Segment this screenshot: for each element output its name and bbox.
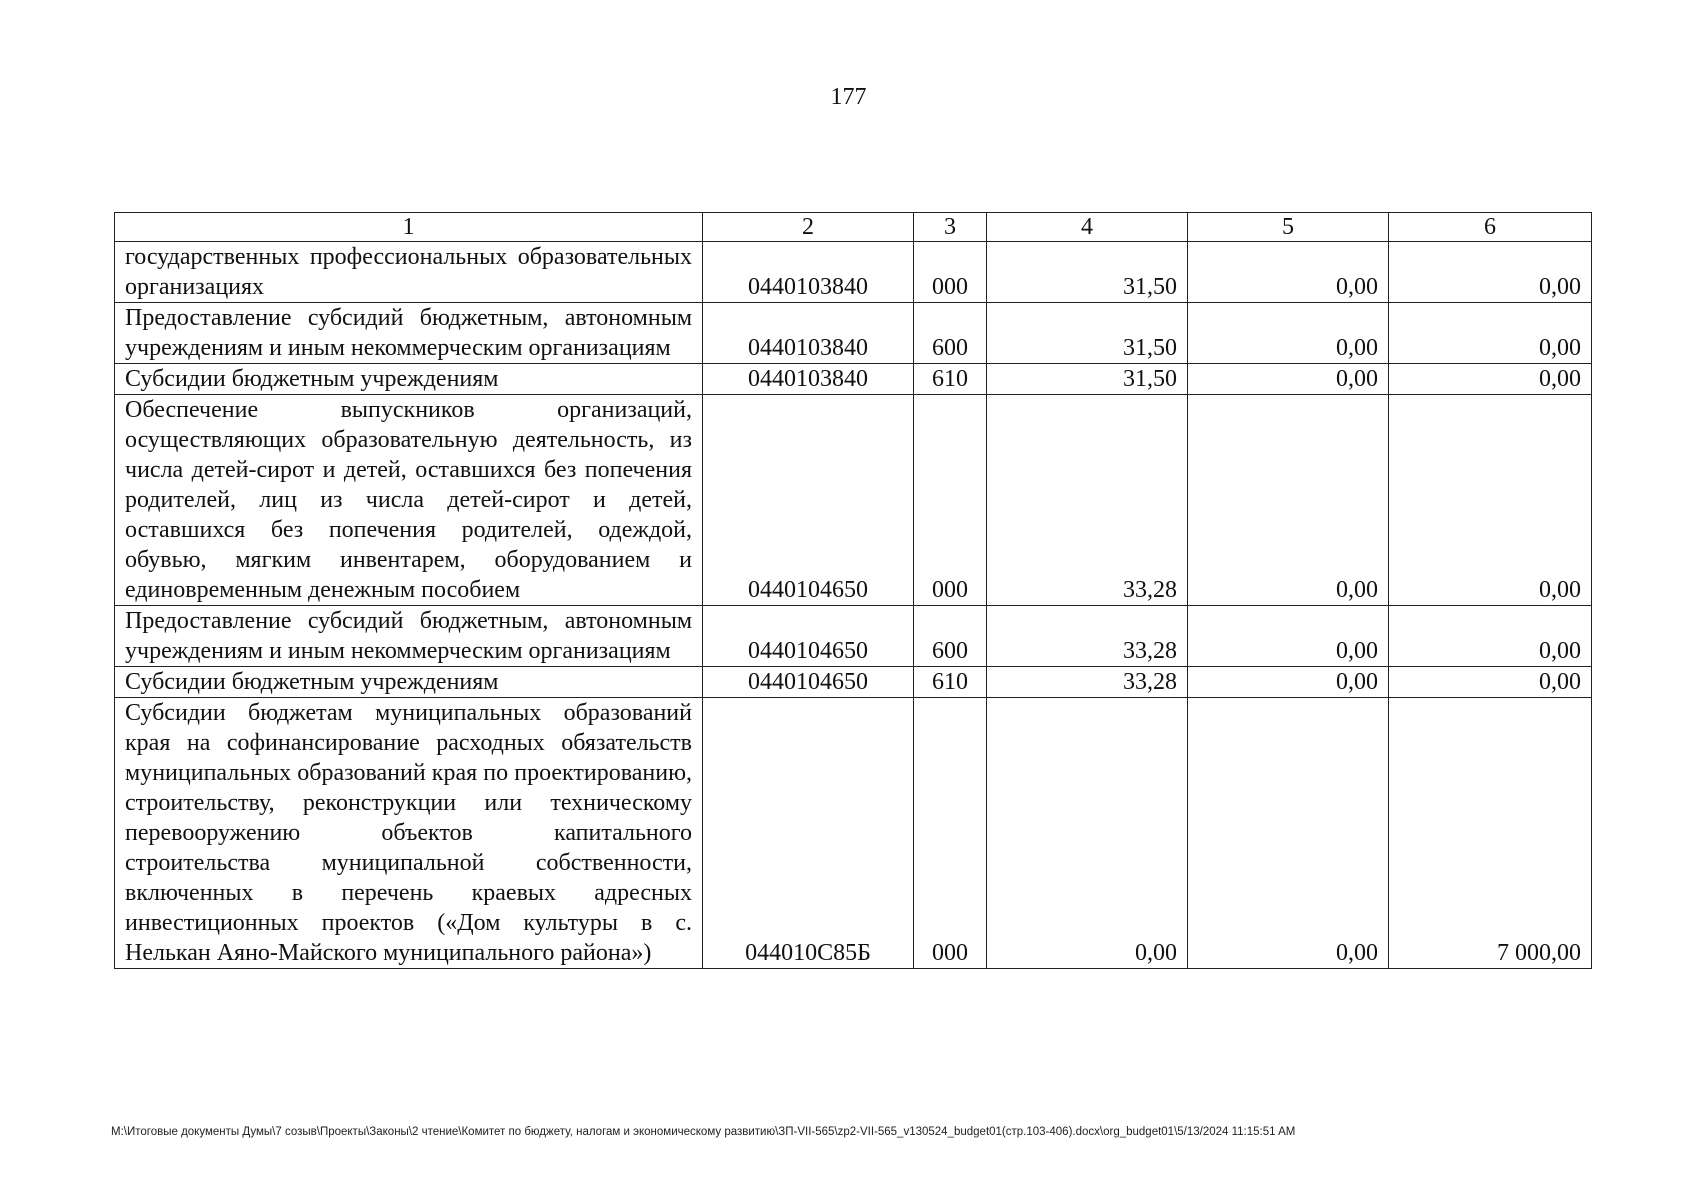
table-row bbox=[115, 364, 1592, 395]
row-value-5: 0,00 bbox=[1188, 395, 1389, 606]
table-row bbox=[115, 606, 1592, 667]
row-value-6: 0,00 bbox=[1389, 303, 1592, 364]
row-target-code: 044010С85Б bbox=[703, 698, 914, 969]
column-header: 5 bbox=[1188, 213, 1389, 242]
row-expense-kind: 000 bbox=[914, 242, 987, 303]
row-value-4: 33,28 bbox=[987, 667, 1188, 698]
row-value-5: 0,00 bbox=[1188, 303, 1389, 364]
row-target-code: 0440103840 bbox=[703, 364, 914, 395]
document-path-footer: M:\Итоговые документы Думы\7 созыв\Проекты\Законы\2 чтение\Комитет по бюджету, налогам и экономическому развитию\ЗП-VII-565\zp2-VII-565_v130524_budget01(стр.103-406).docx\org_budget01\5/13/2024 11:15:51 AM bbox=[111, 1126, 1296, 1138]
row-value-5: 0,00 bbox=[1188, 698, 1389, 969]
row-expense-kind: 600 bbox=[914, 606, 987, 667]
row-value-6: 0,00 bbox=[1389, 395, 1592, 606]
table-header-row bbox=[115, 213, 1592, 242]
row-name: Обеспечение выпускников организаций, осуществляющих образовательную деятельность, из числа детей-сирот и детей, оставшихся без попечения родителей, лиц из числа детей-сирот и детей, оставшихся без попечения родителей, одеждой, обувью, мягким инвентарем, оборудованием и единовременным денежным пособием bbox=[115, 395, 703, 606]
row-value-4: 31,50 bbox=[987, 242, 1188, 303]
row-value-4: 31,50 bbox=[987, 364, 1188, 395]
table-row bbox=[115, 303, 1592, 364]
row-name: Субсидии бюджетным учреждениям bbox=[115, 667, 703, 698]
column-header: 4 bbox=[987, 213, 1188, 242]
row-name: Предоставление субсидий бюджетным, автономным учреждениям и иным некоммерческим организациям bbox=[115, 303, 703, 364]
row-value-5: 0,00 bbox=[1188, 606, 1389, 667]
column-header: 6 bbox=[1389, 213, 1592, 242]
row-value-5: 0,00 bbox=[1188, 364, 1389, 395]
row-name: Предоставление субсидий бюджетным, автономным учреждениям и иным некоммерческим организациям bbox=[115, 606, 703, 667]
row-target-code: 0440104650 bbox=[703, 606, 914, 667]
row-expense-kind: 600 bbox=[914, 303, 987, 364]
budget-table bbox=[114, 212, 1592, 969]
row-expense-kind: 610 bbox=[914, 667, 987, 698]
row-value-6: 0,00 bbox=[1389, 242, 1592, 303]
row-target-code: 0440104650 bbox=[703, 667, 914, 698]
row-name: Субсидии бюджетным учреждениям bbox=[115, 364, 703, 395]
table-row bbox=[115, 667, 1592, 698]
row-name: Субсидии бюджетам муниципальных образований края на софинансирование расходных обязательств муниципальных образований края по проектированию, строительству, реконструкции или техническому перевооружению объектов капитального строительства муниципальной собственности, включенных в перечень краевых адресных инвестиционных проектов («Дом культуры в с. Нелькан Аяно-Майского муниципального района») bbox=[115, 698, 703, 969]
table-row bbox=[115, 698, 1592, 969]
row-value-6: 0,00 bbox=[1389, 364, 1592, 395]
row-target-code: 0440104650 bbox=[703, 395, 914, 606]
row-value-6: 0,00 bbox=[1389, 606, 1592, 667]
row-value-5: 0,00 bbox=[1188, 667, 1389, 698]
row-value-5: 0,00 bbox=[1188, 242, 1389, 303]
table-row bbox=[115, 242, 1592, 303]
column-header: 2 bbox=[703, 213, 914, 242]
row-value-4: 33,28 bbox=[987, 606, 1188, 667]
column-header: 3 bbox=[914, 213, 987, 242]
row-value-4: 0,00 bbox=[987, 698, 1188, 969]
row-value-6: 7 000,00 bbox=[1389, 698, 1592, 969]
row-value-4: 33,28 bbox=[987, 395, 1188, 606]
page-number: 177 bbox=[830, 84, 867, 110]
row-target-code: 0440103840 bbox=[703, 242, 914, 303]
table-row bbox=[115, 395, 1592, 606]
row-expense-kind: 000 bbox=[914, 698, 987, 969]
row-expense-kind: 610 bbox=[914, 364, 987, 395]
row-value-4: 31,50 bbox=[987, 303, 1188, 364]
row-expense-kind: 000 bbox=[914, 395, 987, 606]
column-header: 1 bbox=[115, 213, 703, 242]
row-name: государственных профессиональных образовательных организациях bbox=[115, 242, 703, 303]
row-target-code: 0440103840 bbox=[703, 303, 914, 364]
row-value-6: 0,00 bbox=[1389, 667, 1592, 698]
